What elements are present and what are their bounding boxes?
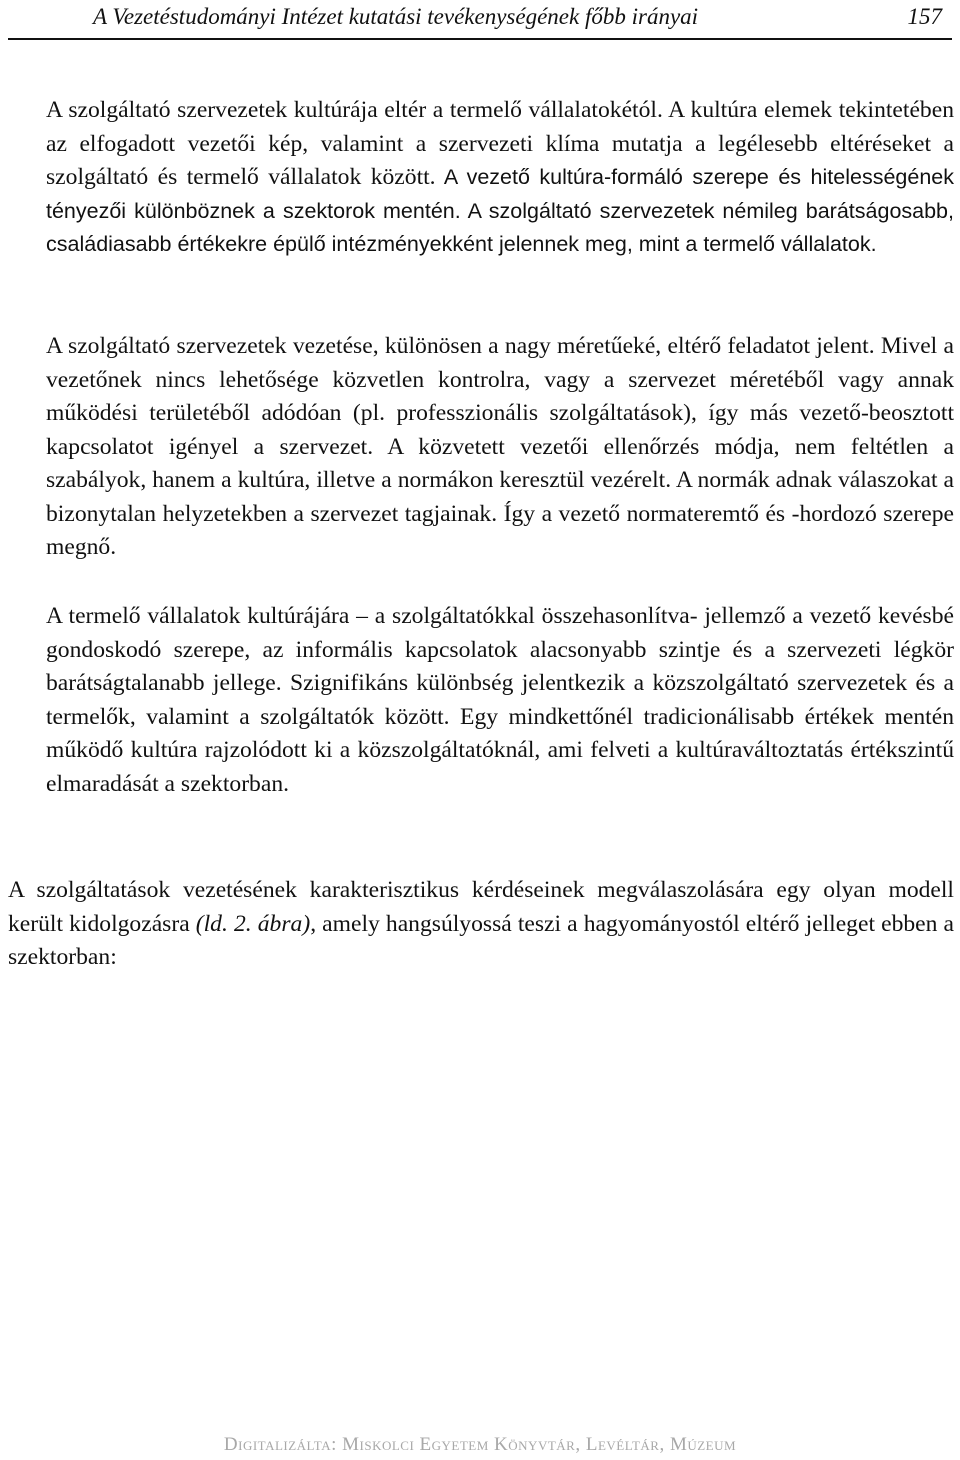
- digitization-watermark: Digitalizálta: Miskolci Egyetem Könyvtár, Levéltár, Múzeum: [223, 1434, 737, 1455]
- paragraph-1-sans-text: A vezető kultúra-formáló szerepe és hitelességének tényezői különböznek a szektorok mentén. A szolgáltató szervezetek némileg barátságosabb, családiasabb értékekre épülő intézményekként jelennek meg, mint a termelő vállalatok.: [46, 165, 954, 256]
- figure-reference: (ld. 2. ábra): [195, 910, 311, 937]
- running-header: [8, 2, 952, 40]
- paragraph-service-culture: [46, 94, 954, 262]
- paragraph-4-text-after: , amely hangsúlyossá teszi a hagyományostól eltérő jelleget ebben a szektorban:: [8, 910, 954, 970]
- page-number: 157: [907, 4, 942, 29]
- paragraph-service-leadership: A szolgáltató szervezetek vezetése, különösen a nagy méretűeké, eltérő feladatot jelent. Mivel a vezetőnek nincs lehetősége közvetlen kontrolra, vagy a szervezet méretéből vagy annak működési területéből adódóan (pl. professzionális szolgáltatások), így más vezető-beosztott kapcsolatot igényel a szervezet. A közvetett vezetői ellenőrzés módja, nem feltétlen a szabályok, hanem a kultúra, illetve a normákon keresztül vezérelt. A normák adnak válaszokat a bizonytalan helyzetekben a szervezet tagjainak. Így a vezető normateremtő és -hordozó szerepe megnő.: [46, 333, 954, 560]
- paragraph-1-serif-text: A szolgáltató szervezetek kultúrája eltér a termelő vállalatokétól. A kultúra elemek tekintetében az elfogadott vezetői kép, valamint a szervezeti klíma mutatja a legélesebb eltéréseket a szolgáltató és termelő vállalatok között.: [46, 97, 954, 190]
- paragraph-4-text-before: A szolgáltatások vezetésének karakterisztikus kérdéseinek megválaszolására egy olyan modell került kidolgozásra: [8, 877, 954, 937]
- paragraph-model-intro: [8, 874, 954, 975]
- running-header-title: A Vezetéstudományi Intézet kutatási tevékenységének főbb irányai: [93, 4, 699, 29]
- paragraph-manufacturing-culture: A termelő vállalatok kultúrájára – a szolgáltatókkal összehasonlítva- jellemző a vezető kevésbé gondoskodó szerepe, az informális kapcsolatok alacsonyabb szintje és a szervezeti légkör barátságtalanabb jellege. Szignifikáns különbség jelentkezik a közszolgáltató szervezetek és a termelők, valamint a szolgáltatók között. Egy mindkettőnél tradicionálisabb értékek mentén működő kultúra rajzolódott ki a közszolgáltatóknál, ami felveti a kultúraváltoztatás értékszintű elmaradását a szektorban.: [46, 603, 954, 797]
